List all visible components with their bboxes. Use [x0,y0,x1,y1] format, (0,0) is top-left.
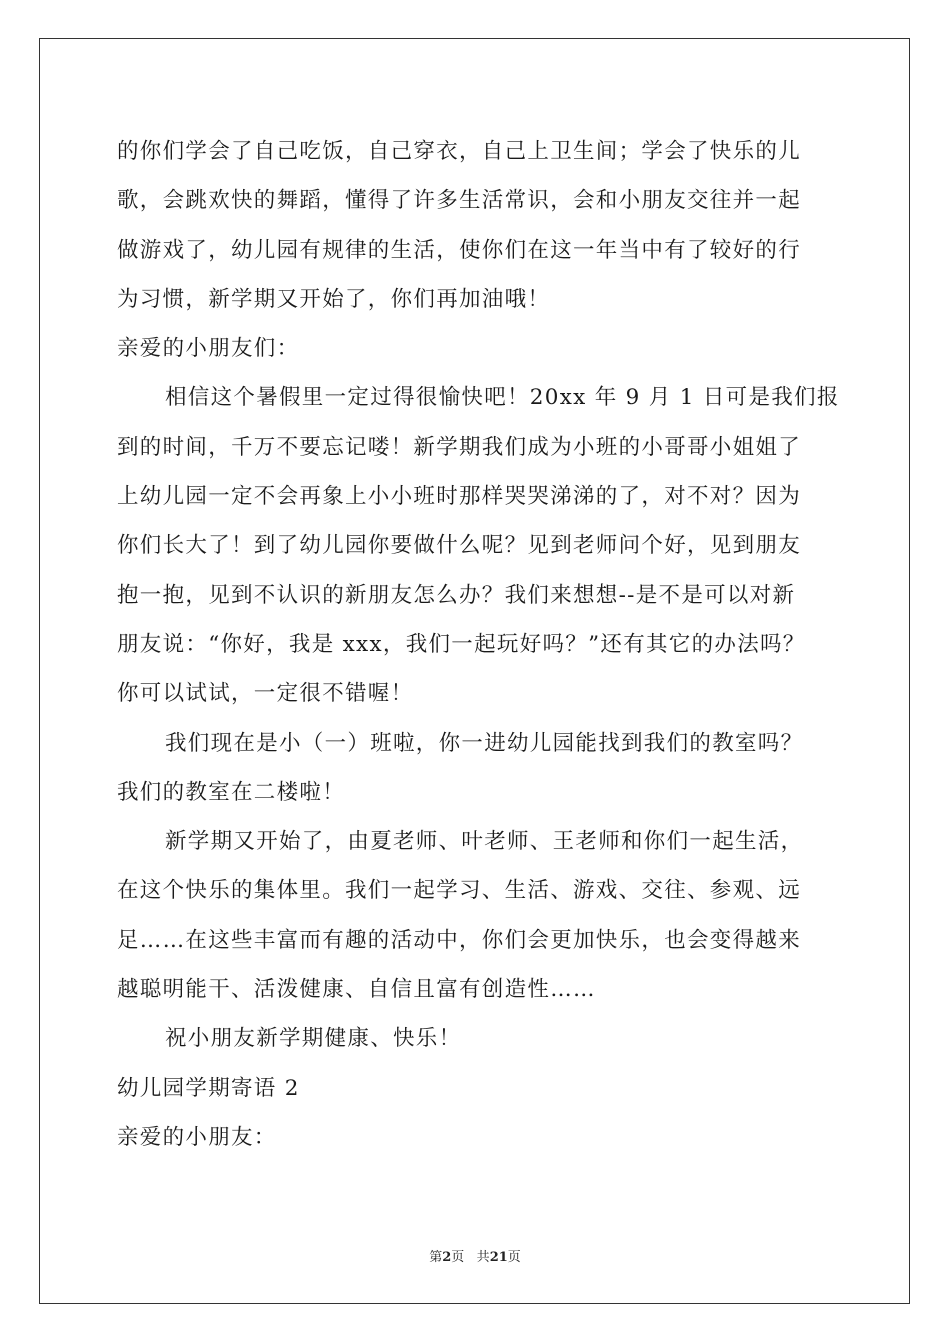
text-line: 越聪明能干、活泼健康、自信且富有创造性…… [117,977,596,1003]
total-prefix: 共 [476,1250,490,1265]
salutation: 亲爱的小朋友： [117,1124,277,1150]
salutation: 亲爱的小朋友们： [117,336,300,362]
text-line: 朋友说：“你好，我是 xxx，我们一起玩好吗？”还有其它的办法吗？ [117,631,806,657]
text-line: 做游戏了，幼儿园有规律的生活，使你们在这一年当中有了较好的行 [117,237,802,263]
total-pages: 21 [489,1250,508,1265]
text-line: 到的时间，千万不要忘记喽！新学期我们成为小班的小哥哥小姐姐了 [117,434,802,460]
page-number: 2 [442,1250,452,1265]
section-heading: 幼儿园学期寄语 2 [117,1075,300,1101]
page-footer [0,1246,950,1265]
text-line: 你可以试试，一定很不错喔！ [117,681,414,707]
text-line: 祝小朋友新学期健康、快乐！ [165,1026,462,1052]
text-line: 新学期又开始了，由夏老师、叶老师、王老师和你们一起生活， [165,829,804,855]
text-line: 足……在这些丰富而有趣的活动中，你们会更加快乐，也会变得越来 [117,927,802,953]
text-line: 在这个快乐的集体里。我们一起学习、生活、游戏、交往、参观、远 [117,878,802,904]
page-prefix: 第 [429,1250,443,1265]
text-line: 的你们学会了自己吃饭，自己穿衣，自己上卫生间；学会了快乐的儿 [117,139,802,164]
text-line: 相信这个暑假里一定过得很愉快吧！20xx 年 9 月 1 日可是我们报 [165,385,840,411]
text-line: 我们现在是小（一）班啦，你一进幼儿园能找到我们的教室吗？ [165,730,804,756]
text-line: 为习惯，新学期又开始了，你们再加油哦！ [117,286,551,312]
document-body [117,127,840,1162]
text-line: 抱一抱，见到不认识的新朋友怎么办？我们来想想--是不是可以对新 [117,582,796,608]
text-line: 歌，会跳欢快的舞蹈，懂得了许多生活常识，会和小朋友交往并一起 [117,188,802,214]
page-suffix: 页 [451,1250,465,1265]
text-line: 我们的教室在二楼啦！ [117,779,346,805]
total-suffix: 页 [507,1250,521,1265]
text-line: 你们长大了！到了幼儿园你要做什么呢？见到老师问个好，见到朋友 [117,533,802,559]
text-line: 上幼儿园一定不会再象上小小班时那样哭哭涕涕的了，对不对？因为 [117,484,802,510]
